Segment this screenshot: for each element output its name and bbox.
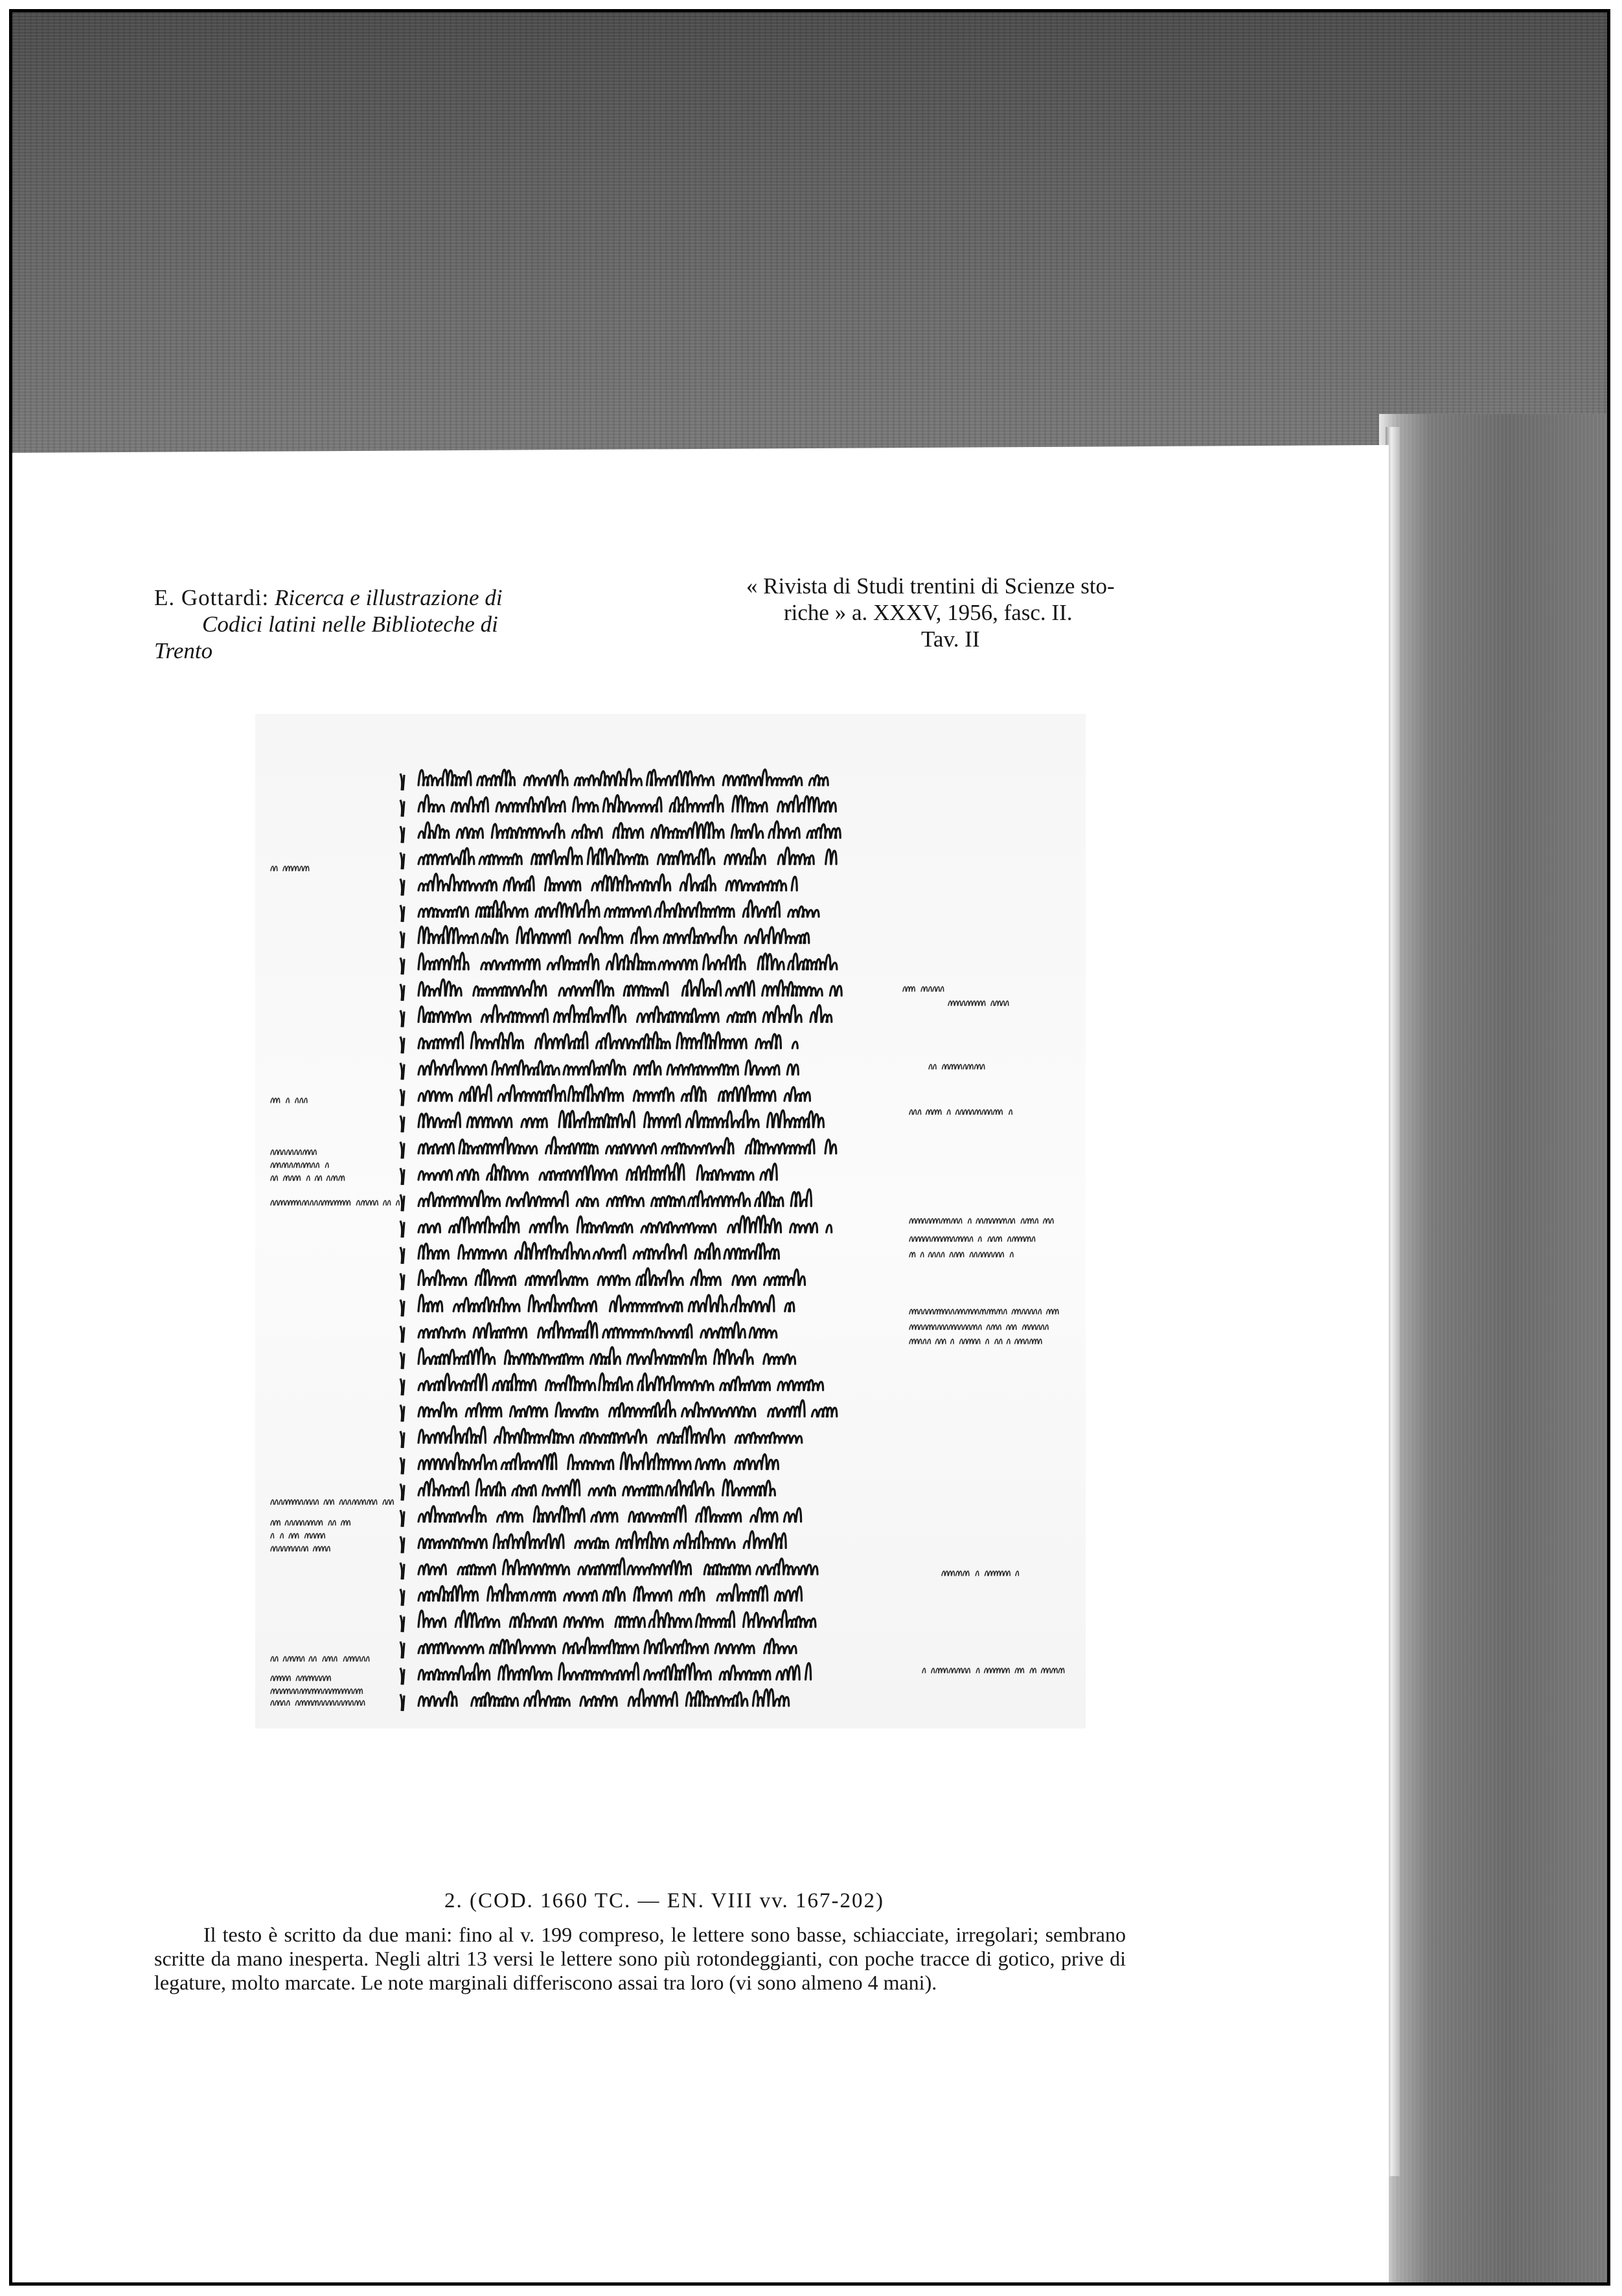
manuscript-line: [418, 1558, 817, 1574]
manuscript-line: [418, 1215, 832, 1232]
journal-line-1: « Rivista di Studi trentini di Scienze sto-: [746, 573, 1115, 599]
initial-letter: [400, 1142, 404, 1158]
initial-letter: [400, 853, 404, 869]
marginal-gloss: [271, 1163, 328, 1167]
photocopy-shadow-right: [1379, 414, 1610, 2286]
initial-letter: [400, 1668, 404, 1684]
manuscript-line: [418, 1189, 811, 1206]
marginal-gloss: [909, 1325, 1048, 1329]
marginal-gloss: [909, 1309, 1058, 1314]
manuscript-line: [418, 1163, 777, 1180]
marginal-gloss: [909, 1237, 1035, 1241]
marginal-gloss: [948, 1001, 1009, 1005]
manuscript-line: [418, 926, 809, 943]
manuscript-line: [418, 1321, 777, 1337]
body-paragraph-text: Il testo è scritto da due mani: fino al v. 199 compreso, le lettere sono basse, schiacciate, irregolari; sembrano scritte da mano inesperta. Negli altri 13 versi le lettere sono più rotondeggianti, con poche tracce di gotico, prive di legature, molto marcate. Le note marginali differiscono assai tra loro (vi sono almeno 4 mani).: [154, 1923, 1126, 1994]
manuscript-line: [418, 1663, 811, 1680]
manuscript-line: [418, 1610, 816, 1627]
manuscript-line: [418, 1584, 802, 1601]
marginal-gloss: [271, 1689, 362, 1693]
initial-letter: [400, 1089, 404, 1106]
manuscript-line: [418, 1137, 836, 1153]
manuscript-line: [418, 1689, 789, 1706]
marginal-gloss: [271, 1176, 345, 1180]
initial-letter: [400, 1615, 404, 1632]
manuscript-line: [418, 874, 797, 891]
journal-line-2: riche » a. XXXV, 1956, fasc. II.: [784, 600, 1073, 625]
manuscript-line: [418, 795, 836, 811]
manuscript-image: [255, 714, 1086, 1728]
marginal-gloss: [271, 1500, 393, 1504]
initial-letter: [400, 1589, 404, 1606]
initial-letter: [400, 800, 404, 817]
author-name: E. Gottardi:: [154, 585, 269, 610]
manuscript-line: [418, 1506, 801, 1522]
initial-letter: [400, 1510, 404, 1527]
manuscript-line: [418, 1531, 786, 1548]
initial-letter: [400, 1484, 404, 1500]
manuscript-line: [418, 769, 828, 785]
marginal-gloss: [271, 1701, 365, 1705]
initial-letter: [400, 1431, 404, 1448]
manuscript-line: [418, 1295, 794, 1311]
article-title-line-1: Ricerca e illustrazione di: [275, 585, 503, 610]
manuscript-line: [418, 847, 836, 864]
article-title-line-3: Trento: [154, 638, 213, 663]
marginal-gloss: [271, 1098, 307, 1103]
initial-letter: [400, 1405, 404, 1421]
manuscript-line: [418, 979, 841, 996]
manuscript-line: [418, 1373, 823, 1390]
initial-letter: [400, 984, 404, 1001]
initial-letter: [400, 1221, 404, 1237]
plate-label: Tav. II: [921, 626, 980, 652]
initial-letter: [400, 1273, 404, 1290]
manuscript-line: [418, 1005, 832, 1022]
initial-letter: [400, 1326, 404, 1343]
figure-caption: 2. (COD. 1660 TC. — EN. VIII vv. 167-202): [444, 1889, 885, 1912]
marginal-gloss: [271, 1657, 369, 1661]
manuscript-plate: [255, 714, 1086, 1728]
initial-letter: [400, 1063, 404, 1080]
manuscript-line: [418, 1638, 796, 1653]
initial-letter: [400, 1195, 404, 1211]
initial-letter: [400, 1010, 404, 1027]
article-title-line-2: Codici latini nelle Biblioteche di: [202, 612, 498, 637]
marginal-gloss: [271, 1533, 325, 1538]
initial-letter: [400, 1300, 404, 1316]
marginal-gloss: [929, 1064, 985, 1069]
manuscript-line: [418, 1242, 779, 1259]
manuscript-line: [418, 1452, 778, 1469]
initial-letter: [400, 1037, 404, 1053]
manuscript-line: [418, 1085, 810, 1101]
photocopy-shadow-top: [12, 12, 1610, 459]
manuscript-line: [418, 1060, 798, 1075]
initial-letter: [400, 1536, 404, 1553]
manuscript-line: [418, 821, 840, 838]
initial-letter: [400, 1247, 404, 1264]
initial-letter: [400, 1563, 404, 1579]
initial-letter: [400, 1642, 404, 1659]
marginal-gloss: [271, 1546, 330, 1551]
marginal-gloss: [909, 1339, 1042, 1344]
manuscript-line: [418, 1347, 795, 1364]
marginal-gloss: [271, 1676, 330, 1681]
manuscript-line: [418, 900, 819, 917]
manuscript-line: [418, 1032, 797, 1048]
manuscript-line: [418, 953, 837, 970]
initial-letter: [400, 826, 404, 843]
marginal-gloss: [922, 1668, 1064, 1673]
initial-letter: [400, 1694, 404, 1711]
marginal-gloss: [909, 1110, 1012, 1114]
initial-letter: [400, 878, 404, 895]
marginal-gloss: [271, 1521, 350, 1525]
manuscript-line: [418, 1110, 823, 1127]
initial-letter: [400, 1352, 404, 1369]
marginal-gloss: [271, 1200, 399, 1205]
marginal-gloss: [271, 1150, 316, 1154]
manuscript-line: [418, 1426, 802, 1443]
journal-header: [746, 573, 1174, 652]
initial-letter: [400, 905, 404, 922]
initial-letter: [400, 774, 404, 790]
manuscript-line: [418, 1479, 775, 1496]
initial-letter: [400, 1379, 404, 1395]
initial-letter: [400, 1458, 404, 1475]
initial-letter: [400, 958, 404, 974]
initial-letter: [400, 1168, 404, 1185]
marginal-gloss: [909, 1252, 1013, 1257]
initial-letter: [400, 932, 404, 948]
marginal-gloss: [909, 1219, 1053, 1223]
marginal-gloss: [271, 866, 309, 871]
body-paragraph: [154, 1923, 1126, 1995]
marginal-gloss: [903, 987, 944, 991]
marginal-gloss: [942, 1571, 1018, 1576]
article-header: [154, 584, 582, 664]
manuscript-line: [418, 1400, 837, 1416]
manuscript-line: [418, 1269, 805, 1285]
initial-letter: [400, 1116, 404, 1132]
